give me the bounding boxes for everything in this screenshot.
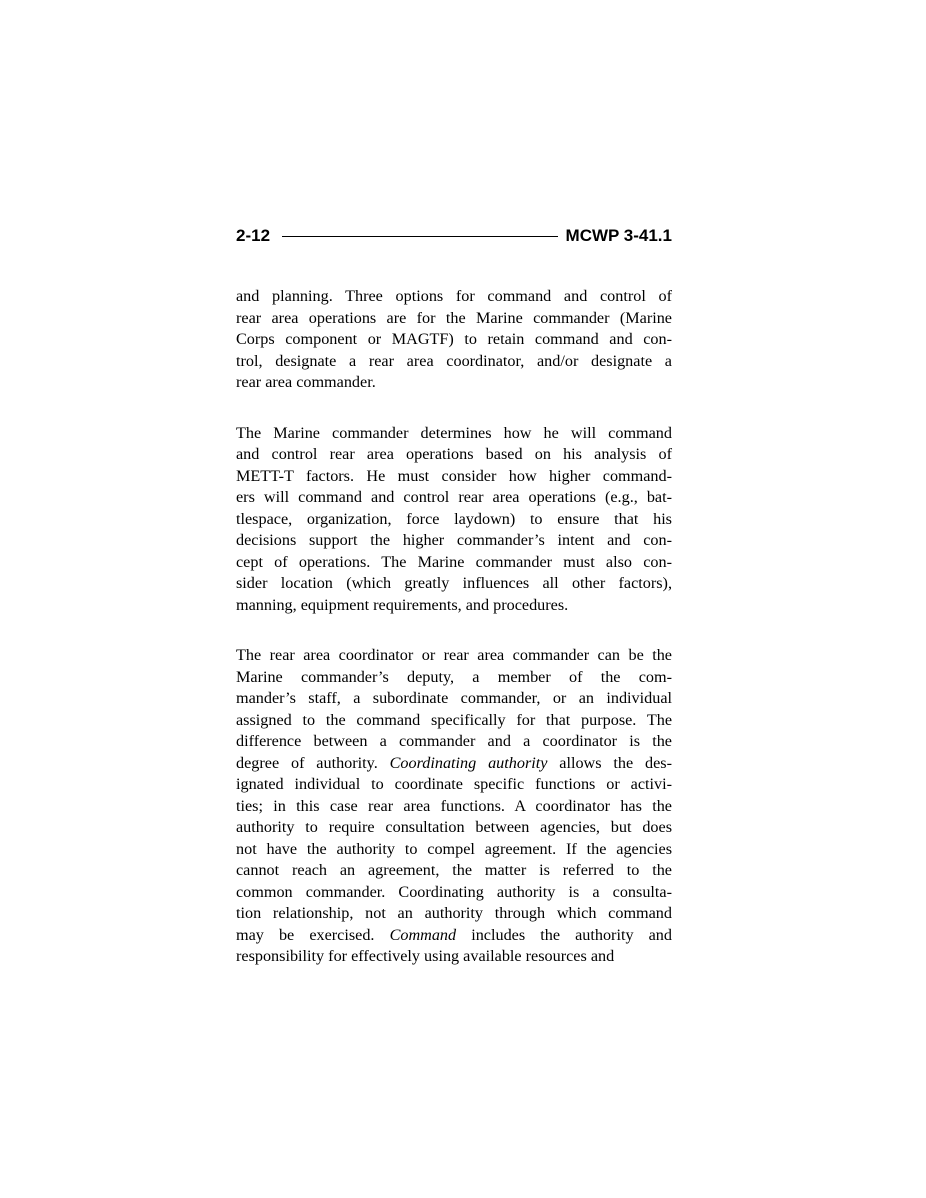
text-line: METT-T factors. He must consider how higher command- <box>236 466 672 485</box>
body-text <box>236 286 672 968</box>
text-line: sider location (which greatly influences all other factors), <box>236 574 672 592</box>
text-line: difference between a commander and a coordinator is the <box>236 732 672 750</box>
paragraph <box>236 423 672 617</box>
text-line: and planning. Three options for command and control of <box>236 287 672 305</box>
paragraph <box>236 286 672 394</box>
text-line: degree of authority. Coordinating authority allows the des- <box>236 753 672 772</box>
text-line: ers will command and control rear area operations (e.g., bat- <box>236 488 672 506</box>
text-line: not have the authority to compel agreement. If the agencies <box>236 839 672 858</box>
text-line: decisions support the higher commander’s intent and con- <box>236 531 672 549</box>
italic-term: Command <box>389 925 457 944</box>
paragraph <box>236 645 672 968</box>
text-line: assigned to the command specifically for that purpose. The <box>236 710 672 729</box>
paragraph-gap <box>236 616 672 645</box>
text-line: cept of operations. The Marine commander must also con- <box>236 552 672 571</box>
text-line: Corps component or MAGTF) to retain command and con- <box>236 330 672 348</box>
text-line: Marine commander’s deputy, a member of the com- <box>236 667 672 686</box>
text-line: The rear area coordinator or rear area commander can be the <box>236 646 672 664</box>
text-line: cannot reach an agreement, the matter is referred to the <box>236 861 672 879</box>
text-line: and control rear area operations based on his analysis of <box>236 445 672 463</box>
text-line: trol, designate a rear area coordinator, and/or designate a <box>236 351 672 370</box>
text-line: common commander. Coordinating authority is a consulta- <box>236 882 672 901</box>
publication-title: MCWP 3-41.1 <box>565 226 672 245</box>
text-line: authority to require consultation between agencies, but does <box>236 818 672 836</box>
text-line: The Marine commander determines how he will command <box>236 423 672 442</box>
text-line: may be exercised. Command includes the authority and <box>236 925 672 944</box>
paragraph-gap <box>236 394 672 423</box>
text-line: responsibility for effectively using available resources and <box>236 947 615 965</box>
text-line: ties; in this case rear area functions. A coordinator has the <box>236 796 672 815</box>
text-line: manning, equipment requirements, and procedures. <box>236 595 569 614</box>
text-line: rear area operations are for the Marine commander (Marine <box>236 308 672 327</box>
page-number: 2-12 <box>236 226 271 245</box>
running-header <box>236 225 672 247</box>
text-line: tion relationship, not an authority through which command <box>236 904 672 922</box>
text-line: mander’s staff, a subordinate commander, or an individual <box>236 689 672 707</box>
text-line: rear area commander. <box>236 373 376 391</box>
text-line: tlespace, organization, force laydown) to ensure that his <box>236 509 672 528</box>
text-line: ignated individual to coordinate specific functions or activi- <box>236 775 672 793</box>
header-rule <box>282 236 558 237</box>
italic-term: Coordinating authority <box>389 753 548 772</box>
